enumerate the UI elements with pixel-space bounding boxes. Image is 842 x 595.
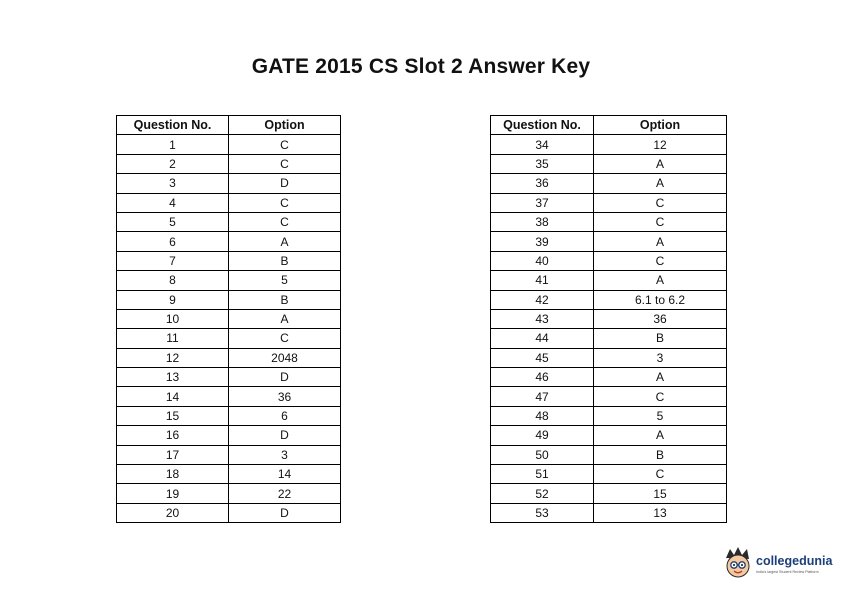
question-number-cell: 20 bbox=[117, 503, 229, 522]
question-number-cell: 39 bbox=[491, 232, 594, 251]
question-number-cell: 17 bbox=[117, 445, 229, 464]
answer-option-cell: C bbox=[229, 154, 341, 173]
table-row bbox=[117, 503, 341, 522]
question-number-cell: 18 bbox=[117, 465, 229, 484]
answer-option-cell: B bbox=[229, 251, 341, 270]
question-number-cell: 40 bbox=[491, 251, 594, 270]
question-number-cell: 47 bbox=[491, 387, 594, 406]
answer-option-cell: A bbox=[594, 368, 727, 387]
table-row bbox=[491, 290, 727, 309]
answer-option-cell: 14 bbox=[229, 465, 341, 484]
question-number-cell: 19 bbox=[117, 484, 229, 503]
table-row bbox=[117, 445, 341, 464]
answer-option-cell: B bbox=[229, 290, 341, 309]
answer-option-cell: B bbox=[594, 445, 727, 464]
table-row bbox=[117, 406, 341, 425]
question-number-cell: 7 bbox=[117, 251, 229, 270]
answer-option-cell: C bbox=[594, 193, 727, 212]
table-row bbox=[117, 154, 341, 173]
table-row bbox=[491, 212, 727, 231]
table-row bbox=[491, 271, 727, 290]
question-number-cell: 16 bbox=[117, 426, 229, 445]
table-row bbox=[491, 174, 727, 193]
answer-option-cell: 15 bbox=[594, 484, 727, 503]
answer-option-cell: C bbox=[229, 212, 341, 231]
question-number-cell: 5 bbox=[117, 212, 229, 231]
table-row bbox=[117, 309, 341, 328]
answer-option-cell: D bbox=[229, 174, 341, 193]
question-number-cell: 38 bbox=[491, 212, 594, 231]
answer-option-cell: B bbox=[594, 329, 727, 348]
logo-wordmark: collegedunia bbox=[756, 554, 833, 568]
table-row bbox=[491, 329, 727, 348]
question-number-cell: 34 bbox=[491, 135, 594, 154]
table-row bbox=[491, 445, 727, 464]
question-number-cell: 6 bbox=[117, 232, 229, 251]
table-row bbox=[117, 329, 341, 348]
question-number-cell: 45 bbox=[491, 348, 594, 367]
answer-option-cell: A bbox=[594, 232, 727, 251]
table-row bbox=[491, 154, 727, 173]
table-row bbox=[117, 135, 341, 154]
answer-option-cell: 6.1 to 6.2 bbox=[594, 290, 727, 309]
answer-option-cell: C bbox=[594, 387, 727, 406]
answer-option-cell: 5 bbox=[229, 271, 341, 290]
collegedunia-logo bbox=[722, 546, 837, 582]
table-row bbox=[117, 387, 341, 406]
table-row bbox=[491, 426, 727, 445]
answer-option-cell: C bbox=[229, 329, 341, 348]
question-number-cell: 48 bbox=[491, 406, 594, 425]
question-number-cell: 41 bbox=[491, 271, 594, 290]
answer-option-cell: C bbox=[229, 193, 341, 212]
mascot-icon bbox=[722, 546, 754, 582]
answer-option-cell: A bbox=[594, 174, 727, 193]
answer-option-cell: 6 bbox=[229, 406, 341, 425]
question-number-cell: 35 bbox=[491, 154, 594, 173]
answer-key-table-left bbox=[116, 115, 341, 523]
question-number-cell: 42 bbox=[491, 290, 594, 309]
question-number-cell: 14 bbox=[117, 387, 229, 406]
question-number-cell: 37 bbox=[491, 193, 594, 212]
answer-key-table-right bbox=[490, 115, 727, 523]
question-no-header: Question No. bbox=[491, 116, 594, 135]
question-number-cell: 9 bbox=[117, 290, 229, 309]
question-number-cell: 46 bbox=[491, 368, 594, 387]
table-row bbox=[117, 251, 341, 270]
question-number-cell: 13 bbox=[117, 368, 229, 387]
question-number-cell: 4 bbox=[117, 193, 229, 212]
answer-option-cell: C bbox=[594, 251, 727, 270]
table-row bbox=[117, 348, 341, 367]
question-number-cell: 43 bbox=[491, 309, 594, 328]
table-row bbox=[491, 309, 727, 328]
table-row bbox=[491, 484, 727, 503]
answer-option-cell: C bbox=[594, 212, 727, 231]
table-row bbox=[491, 503, 727, 522]
answer-option-cell: 22 bbox=[229, 484, 341, 503]
answer-option-cell: D bbox=[229, 503, 341, 522]
answer-option-cell: 12 bbox=[594, 135, 727, 154]
table-row bbox=[117, 212, 341, 231]
question-number-cell: 10 bbox=[117, 309, 229, 328]
table-header-row bbox=[491, 116, 727, 135]
question-number-cell: 2 bbox=[117, 154, 229, 173]
table-row bbox=[491, 193, 727, 212]
table-row bbox=[117, 484, 341, 503]
question-number-cell: 53 bbox=[491, 503, 594, 522]
answer-option-cell: 2048 bbox=[229, 348, 341, 367]
table-row bbox=[491, 348, 727, 367]
question-number-cell: 44 bbox=[491, 329, 594, 348]
option-header: Option bbox=[229, 116, 341, 135]
question-number-cell: 12 bbox=[117, 348, 229, 367]
answer-option-cell: C bbox=[594, 465, 727, 484]
answer-option-cell: 5 bbox=[594, 406, 727, 425]
answer-option-cell: C bbox=[229, 135, 341, 154]
table-row bbox=[491, 232, 727, 251]
question-number-cell: 15 bbox=[117, 406, 229, 425]
question-number-cell: 8 bbox=[117, 271, 229, 290]
table-row bbox=[117, 193, 341, 212]
table-row bbox=[117, 368, 341, 387]
answer-option-cell: 36 bbox=[594, 309, 727, 328]
page-title: GATE 2015 CS Slot 2 Answer Key bbox=[251, 55, 591, 78]
logo-tagline: India's largest Student Review Platform bbox=[756, 570, 819, 574]
answer-option-cell: 3 bbox=[594, 348, 727, 367]
table-header-row bbox=[117, 116, 341, 135]
question-number-cell: 3 bbox=[117, 174, 229, 193]
option-header: Option bbox=[594, 116, 727, 135]
answer-option-cell: A bbox=[594, 154, 727, 173]
question-number-cell: 52 bbox=[491, 484, 594, 503]
answer-option-cell: D bbox=[229, 368, 341, 387]
answer-option-cell: 36 bbox=[229, 387, 341, 406]
table-row bbox=[491, 387, 727, 406]
question-number-cell: 51 bbox=[491, 465, 594, 484]
table-row bbox=[117, 174, 341, 193]
table-row bbox=[117, 232, 341, 251]
answer-option-cell: 13 bbox=[594, 503, 727, 522]
table-row bbox=[117, 465, 341, 484]
table-row bbox=[491, 465, 727, 484]
question-number-cell: 50 bbox=[491, 445, 594, 464]
question-number-cell: 49 bbox=[491, 426, 594, 445]
question-number-cell: 11 bbox=[117, 329, 229, 348]
question-no-header: Question No. bbox=[117, 116, 229, 135]
table-row bbox=[117, 290, 341, 309]
answer-option-cell: A bbox=[229, 309, 341, 328]
table-row bbox=[117, 271, 341, 290]
question-number-cell: 36 bbox=[491, 174, 594, 193]
question-number-cell: 1 bbox=[117, 135, 229, 154]
table-row bbox=[491, 135, 727, 154]
answer-option-cell: A bbox=[229, 232, 341, 251]
table-row bbox=[491, 406, 727, 425]
table-row bbox=[491, 368, 727, 387]
table-row bbox=[491, 251, 727, 270]
answer-option-cell: D bbox=[229, 426, 341, 445]
answer-option-cell: A bbox=[594, 426, 727, 445]
answer-option-cell: 3 bbox=[229, 445, 341, 464]
answer-option-cell: A bbox=[594, 271, 727, 290]
table-row bbox=[117, 426, 341, 445]
